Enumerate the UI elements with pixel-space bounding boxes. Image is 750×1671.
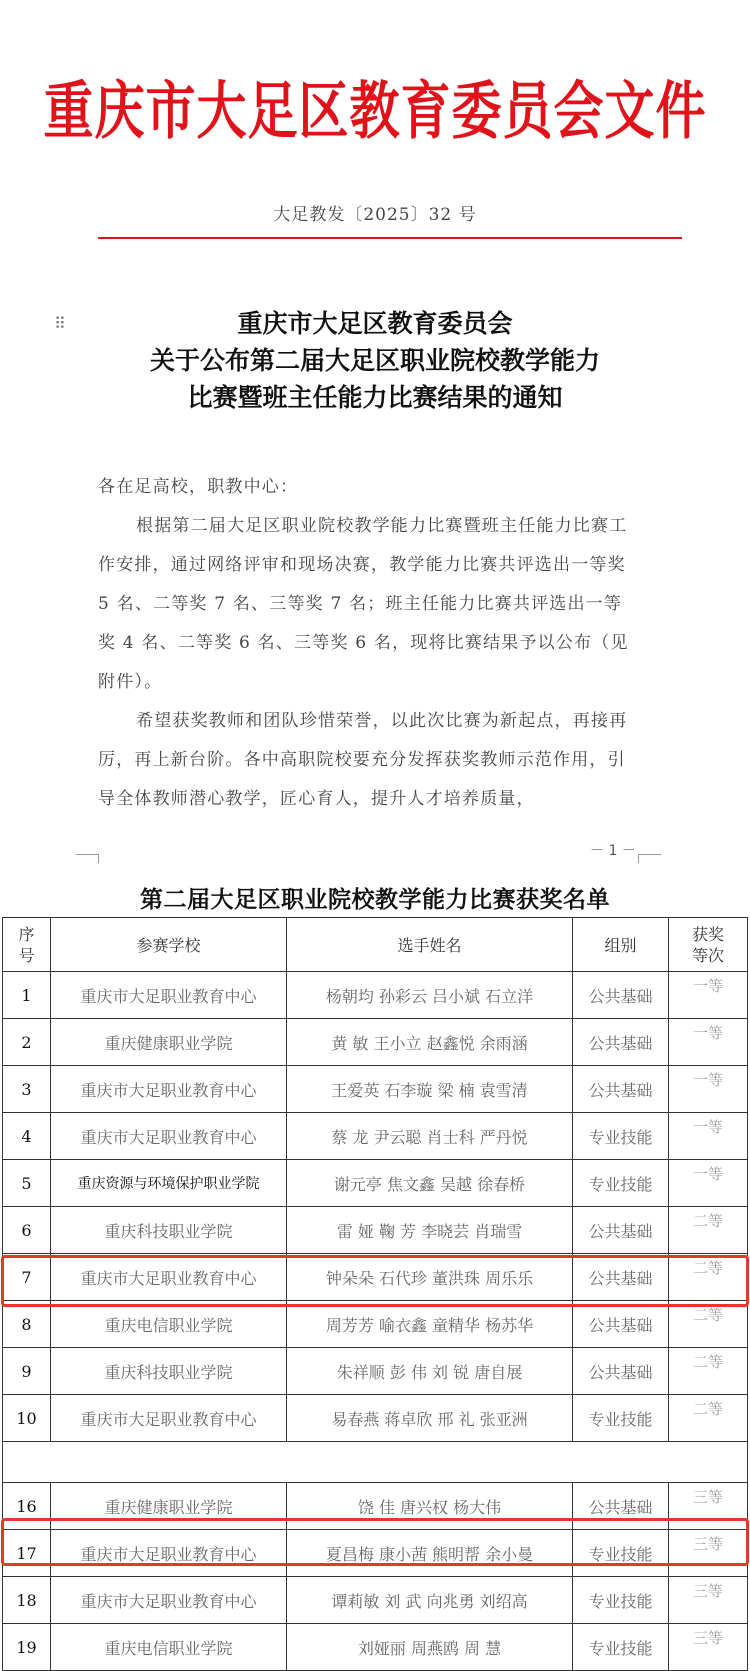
table-row [3,1301,748,1348]
header-group: 组别 [573,918,669,972]
cell-no: 9 [3,1348,51,1395]
drag-handle-icon[interactable]: ⠿ [54,314,66,333]
cell-group: 公共基础 [573,972,669,1019]
cell-award: 一等 [669,1113,748,1160]
salutation: 各在足高校，职教中心： [98,477,299,497]
header-award: 获奖 等次 [669,918,748,972]
cell-award: 一等 [669,1160,748,1207]
cell-school: 重庆市大足职业教育中心 [51,972,287,1019]
cell-names: 黄 敏 王小立 赵鑫悦 余雨涵 [287,1019,573,1066]
cell-no: 18 [3,1577,51,1624]
cell-group: 专业技能 [573,1577,669,1624]
cell-school: 重庆电信职业学院 [51,1301,287,1348]
table-row [3,1254,748,1301]
cell-names: 王爱英 石李璇 梁 楠 袁雪清 [287,1066,573,1113]
masthead-title: 重庆市大足区教育委员会文件 [43,74,707,148]
table-row [3,1624,748,1671]
cell-no: 17 [3,1530,51,1577]
table-row [3,1395,748,1442]
title-line: 比赛暨班主任能力比赛结果的通知 [187,383,563,412]
cell-no: 6 [3,1207,51,1254]
table-gap [3,1442,748,1483]
notice-body [98,468,638,819]
cell-school: 重庆电信职业学院 [51,1624,287,1671]
table-row [3,1113,748,1160]
cell-school: 重庆市大足职业教育中心 [51,1066,287,1113]
cell-group: 专业技能 [573,1160,669,1207]
cell-no: 5 [3,1160,51,1207]
cell-names: 杨朝均 孙彩云 吕小斌 石立洋 [287,972,573,1019]
cell-group: 专业技能 [573,1113,669,1160]
table-row [3,1577,748,1624]
title-line: 关于公布第二届大足区职业院校教学能力 [149,346,600,375]
document-number: 大足教发〔2025〕32 号 [273,205,477,225]
cell-award: 一等 [669,1019,748,1066]
cell-names: 夏昌梅 康小茜 熊明帮 余小曼 [287,1530,573,1577]
table-row [3,1160,748,1207]
body-paragraph: 根据第二届大足区职业院校教学能力比赛暨班主任能力比赛工作安排，通过网络评审和现场决赛，教学能力比赛共评选出一等奖 5 名、二等奖 7 名、三等奖 7 名；班主任能力比赛共评选出一等奖 4 名、二等奖 6 名、三等奖 6 名，现将比赛结果予以公布（见附件）。 [98,516,629,692]
cell-group: 公共基础 [573,1483,669,1530]
cell-names: 钟朵朵 石代珍 董洪珠 周乐乐 [287,1254,573,1301]
cell-school: 重庆科技职业学院 [51,1348,287,1395]
cell-school: 重庆市大足职业教育中心 [51,1395,287,1442]
cell-group: 公共基础 [573,1019,669,1066]
cell-award: 二等 [669,1348,748,1395]
cell-award: 三等 [669,1530,748,1577]
cell-award: 三等 [669,1624,748,1671]
cell-award: 一等 [669,972,748,1019]
cell-no: 16 [3,1483,51,1530]
cell-award: 二等 [669,1301,748,1348]
cell-school: 重庆市大足职业教育中心 [51,1254,287,1301]
cell-school: 重庆市大足职业教育中心 [51,1113,287,1160]
cell-school: 重庆资源与环境保护职业学院 [51,1160,287,1207]
body-paragraph: 希望获奖教师和团队珍惜荣誉，以此次比赛为新起点，再接再厉，再上新台阶。各中高职院校要充分发挥获奖教师示范作用，引导全体教师潜心教学，匠心育人，提升人才培养质量， [98,711,628,809]
cell-names: 蔡 龙 尹云聪 肖士科 严丹悦 [287,1113,573,1160]
cell-names: 饶 佳 唐兴权 杨大伟 [287,1483,573,1530]
notice-title [60,305,690,416]
award-list-title: 第二届大足区职业院校教学能力比赛获奖名单 [140,886,610,913]
cell-group: 专业技能 [573,1530,669,1577]
title-line: 重庆市大足区教育委员会 [237,309,513,338]
header-no: 序 号 [3,918,51,972]
cell-group: 公共基础 [573,1301,669,1348]
cell-school: 重庆市大足职业教育中心 [51,1577,287,1624]
cell-no: 7 [3,1254,51,1301]
cell-no: 1 [3,972,51,1019]
cell-no: 10 [3,1395,51,1442]
cell-award: 三等 [669,1577,748,1624]
table-row [3,1066,748,1113]
cell-names: 朱祥顺 彭 伟 刘 锐 唐自展 [287,1348,573,1395]
cell-no: 4 [3,1113,51,1160]
crop-mark [76,854,99,863]
table-header-row [3,918,748,972]
cell-names: 刘娅丽 周燕鸥 周 慧 [287,1624,573,1671]
cell-no: 8 [3,1301,51,1348]
table-row [3,1483,748,1530]
cell-group: 公共基础 [573,1066,669,1113]
cell-names: 周芳芳 喻衣鑫 童精华 杨苏华 [287,1301,573,1348]
cell-group: 公共基础 [573,1207,669,1254]
header-names: 选手姓名 [287,918,573,972]
table-row [3,1207,748,1254]
cell-no: 2 [3,1019,51,1066]
table-row [3,1348,748,1395]
cell-award: 一等 [669,1066,748,1113]
cell-school: 重庆市大足职业教育中心 [51,1530,287,1577]
cell-group: 专业技能 [573,1395,669,1442]
cell-group: 公共基础 [573,1348,669,1395]
cell-names: 谢元亭 焦文鑫 吴越 徐春桥 [287,1160,573,1207]
table-row [3,972,748,1019]
crop-mark [638,854,661,863]
cell-award: 三等 [669,1483,748,1530]
cell-names: 谭莉敏 刘 武 向兆勇 刘绍高 [287,1577,573,1624]
cell-names: 雷 娅 鞠 芳 李晓芸 肖瑞雪 [287,1207,573,1254]
cell-school: 重庆科技职业学院 [51,1207,287,1254]
cell-award: 二等 [669,1395,748,1442]
award-table [2,917,748,1671]
page-number: － 1 － [590,843,636,859]
cell-no: 19 [3,1624,51,1671]
header-school: 参赛学校 [51,918,287,972]
cell-group: 公共基础 [573,1254,669,1301]
red-divider-line [98,237,682,239]
cell-award: 二等 [669,1207,748,1254]
cell-school: 重庆健康职业学院 [51,1483,287,1530]
cell-school: 重庆健康职业学院 [51,1019,287,1066]
cell-names: 易春燕 蒋卓欣 邢 礼 张亚洲 [287,1395,573,1442]
cell-award: 二等 [669,1254,748,1301]
cell-no: 3 [3,1066,51,1113]
table-row [3,1019,748,1066]
table-row [3,1530,748,1577]
cell-group: 专业技能 [573,1624,669,1671]
